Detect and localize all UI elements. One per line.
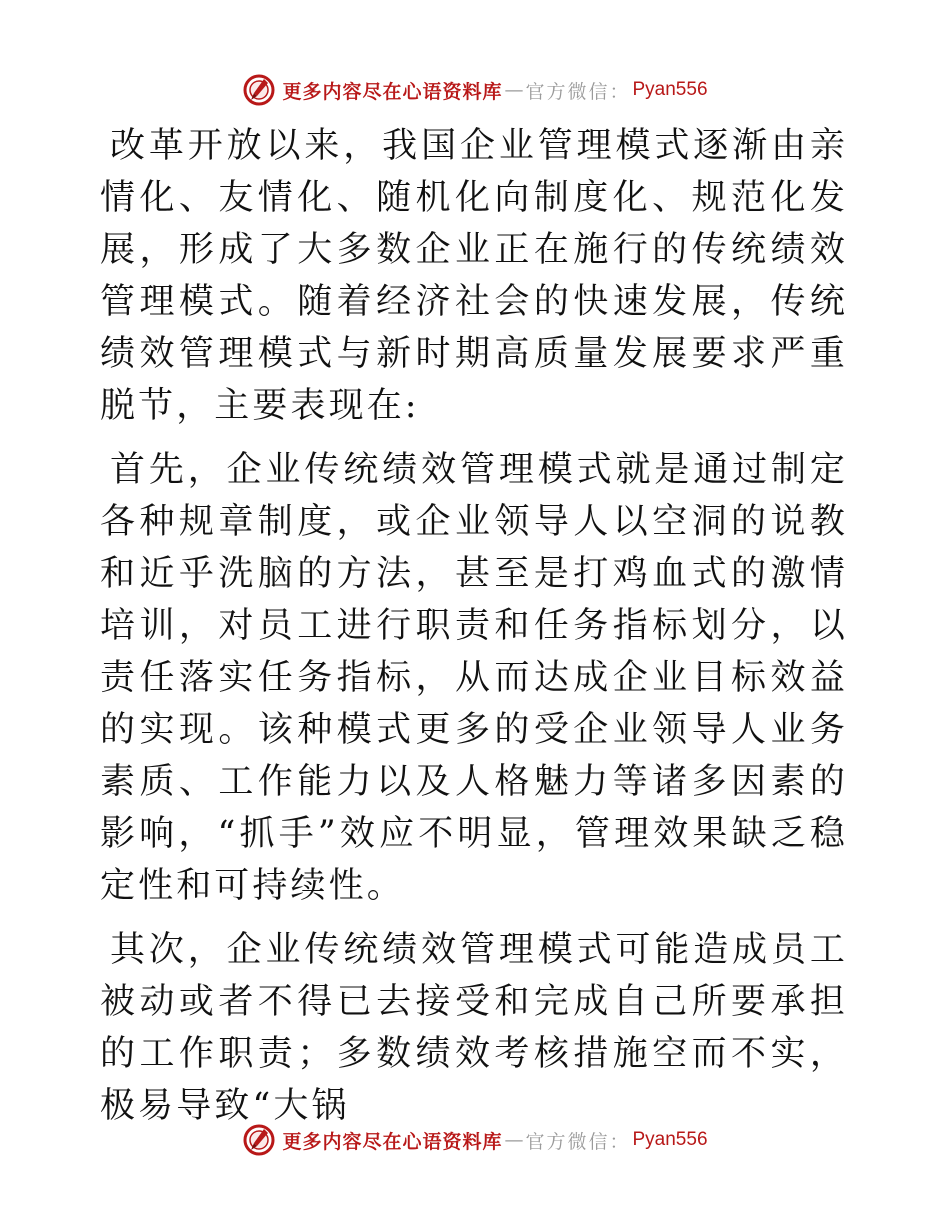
banner-official-label: 官方微信： [525, 1130, 631, 1153]
paragraph-second-point: 其次，企业传统绩效管理模式可能造成员工被动或者不得已去接受和完成自己所要承担的工作职责；多数绩效考核措施空而不实，极易导致“大锅 [100, 930, 848, 1126]
pen-nib-logo-icon [242, 73, 276, 107]
document-body [100, 120, 848, 1144]
pen-nib-logo-icon [242, 1123, 276, 1157]
paragraph-intro: 改革开放以来，我国企业管理模式逐渐由亲情化、友情化、随机化向制度化、规范化发展，形成了大多数企业正在施行的传统绩效管理模式。随着经济社会的快速发展，传统绩效管理模式与新时期高质量发展要求严重脱节，主要表现在: [100, 126, 848, 426]
banner-wechat-id: Pyan556 [632, 79, 708, 100]
banner-dash: — [504, 1129, 524, 1151]
paragraph-first-point: 首先，企业传统绩效管理模式就是通过制定各种规章制度，或企业领导人以空洞的说教和近乎洗脑的方法，甚至是打鸡血式的激情培训，对员工进行职责和任务指标划分，以责任落实任务指标，从而达成企业目标效益的实现。该种模式更多的受企业领导人业务素质、工作能力以及人格魅力等诸多因素的影响，“抓手”效应不明显，管理效果缺乏稳定性和可持续性。 [100, 450, 848, 906]
banner-brand-text: 更多内容尽在心语资料库 [282, 80, 503, 103]
banner-dash: — [504, 79, 524, 101]
banner-brand-text: 更多内容尽在心语资料库 [282, 1130, 503, 1153]
banner-wechat-id: Pyan556 [632, 1129, 708, 1150]
header-banner [0, 70, 950, 110]
banner-official-label: 官方微信： [525, 80, 631, 103]
footer-banner [0, 1120, 950, 1160]
